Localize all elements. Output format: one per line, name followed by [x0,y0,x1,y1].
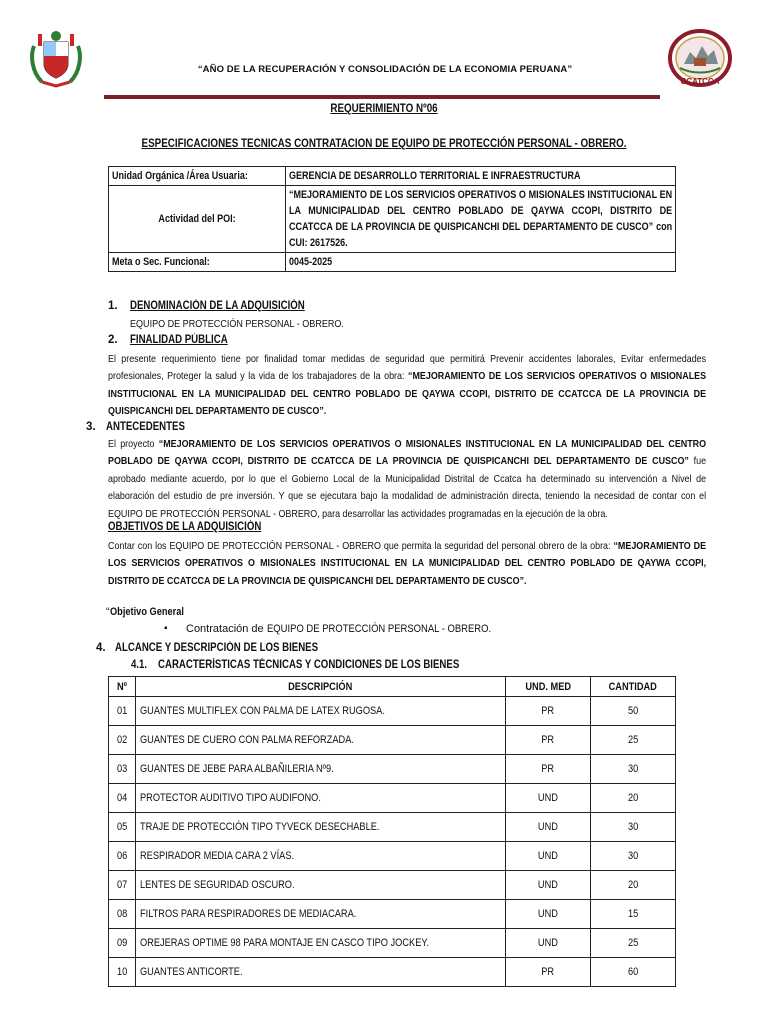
item-description: PROTECTOR AUDITIVO TIPO AUDIFONO. [140,792,321,804]
item-quantity: 20 [627,792,639,804]
bullet-icon: ▪ [164,623,168,634]
general-objective-line [106,606,198,618]
section-3-title: ANTECEDENTES [106,421,185,433]
item-quantity-cell [591,958,676,987]
section-4-1-number: 4.1. [131,659,148,671]
item-unit: PR [541,763,555,775]
header-divider [104,95,660,99]
objectives-text: Contar con los EQUIPO DE PROTECCIÓN PERSONAL - OBRERO que permita la seguridad del personal obrero de la obra: [108,541,614,552]
item-number-cell [109,697,136,726]
table-row [109,929,676,958]
col-unit-header: UND. MED [525,680,571,693]
item-number-cell [109,958,136,987]
col-number-header: Nº [116,680,128,693]
item-number-cell [109,900,136,929]
table-row [109,842,676,871]
item-number: 04 [116,792,128,804]
section-1-title: DENOMINACIÓN DE LA ADQUISICIÓN [130,300,305,312]
table-row [109,871,676,900]
objectives-project-name: “MEJORAMIENTO DE LOS SERVICIOS OPERATIVOS O MISIONALES INSTITUCIONAL EN LA MUNICIPALIDAD DEL CENTRO POBLADO DE QAYWA CCOPI, DISTRITO DE CCATCCA DE LA PROVINCIA DE QUISPICANCHI DEL DEPARTAMENTO DE CUSCO”. [108,541,707,587]
item-number: 02 [116,734,128,746]
table-row [109,958,676,987]
section-4-1-title: CARACTERÍSTICAS TÉCNICAS Y CONDICIONES DE LOS BIENES [158,659,460,671]
item-description: LENTES DE SEGURIDAD OSCURO. [140,879,295,891]
item-quantity: 30 [627,821,639,833]
section-2-text: El presente requerimiento tiene por finalidad tomar medidas de seguridad que permitirá Prevenir accidentes laborales, Evitar enfermedades profesionales, Proteger la salud y la vida de los trabajadores de la obra: [108,354,707,383]
section-3-number: 3. [86,421,96,433]
table-row [109,784,676,813]
item-number-cell [109,842,136,871]
general-objective-title: Objetivo General [109,606,184,618]
item-description-cell [136,726,506,755]
section-3-text-intro: El proyecto [108,439,159,450]
section-2-number: 2. [108,334,118,346]
item-unit-cell [506,813,591,842]
logo-text: CCATCCA [680,77,720,86]
municipality-logo [668,28,732,90]
item-number: 01 [116,705,128,717]
item-description: TRAJE DE PROTECCIÓN TIPO TYVECK DESECHABLE. [140,821,380,833]
item-number-cell [109,784,136,813]
item-quantity-cell [591,726,676,755]
items-table [108,676,676,987]
table-row [109,755,676,784]
item-number-cell [109,871,136,900]
unit-label: Unidad Orgánica /Área Usuaria: [112,170,248,182]
item-description-cell [136,900,506,929]
spec-title: ESPECIFICACIONES TECNICAS CONTRATACION DE EQUIPO DE PROTECCIÓN PERSONAL - OBRERO. [141,136,627,150]
table-row [109,900,676,929]
item-number: 06 [116,850,128,862]
header-title: “AÑO DE LA RECUPERACIÓN Y CONSOLIDACIÓN DE LA ECONOMIA PERUANA” [197,64,573,75]
item-quantity-cell [591,784,676,813]
item-number-cell [109,726,136,755]
item-unit-cell [506,726,591,755]
item-description-cell [136,755,506,784]
item-unit: PR [541,734,555,746]
meta-label: Meta o Sec. Funcional: [112,256,210,268]
item-quantity-cell [591,755,676,784]
objectives-title: OBJETIVOS DE LA ADQUISICIÓN [108,521,262,533]
general-objective-item-emphasis: EQUIPO DE PROTECCIÓN PERSONAL - OBRERO. [266,623,491,635]
item-description: GUANTES DE CUERO CON PALMA REFORZADA. [140,734,354,746]
section-3-project-name: “MEJORAMIENTO DE LOS SERVICIOS OPERATIVOS O MISIONALES INSTITUCIONAL EN LA MUNICIPALIDAD DEL CENTRO POBLADO DE QAYWA CCOPI, DISTRITO DE CCATCCA DE LA PROVINCIA DE QUISPICANCHI DEL DEPARTAMENTO DE CUSCO” [108,439,707,468]
item-quantity: 50 [627,705,639,717]
item-unit-cell [506,697,591,726]
item-quantity: 25 [627,937,639,949]
item-quantity: 20 [627,879,639,891]
item-quantity: 15 [627,908,639,920]
item-number: 09 [116,937,128,949]
poi-value: “MEJORAMIENTO DE LOS SERVICIOS OPERATIVOS O MISIONALES INSTITUCIONAL EN LA MUNICIPALIDAD DEL CENTRO POBLADO DE QAYWA CCOPI, DISTRITO DE CCATCCA DE LA PROVINCIA DE QUISPICANCHI DEL DEPARTAMENTO DE CUSCO” con CUI: 2617526. [289,189,673,249]
item-quantity-cell [591,929,676,958]
item-number: 07 [116,879,128,891]
meta-value: 0045-2025 [289,256,333,268]
item-unit-cell [506,958,591,987]
item-quantity: 30 [627,850,639,862]
item-unit: UND [537,821,559,833]
item-quantity: 25 [627,734,639,746]
item-unit-cell [506,871,591,900]
item-quantity: 60 [627,966,639,978]
item-number: 08 [116,908,128,920]
general-objective-item-text: Contratación de [186,623,267,635]
section-1-text: EQUIPO DE PROTECCIÓN PERSONAL - OBRERO. [130,318,344,330]
general-objective-quote: “ [106,606,110,618]
item-description-cell [136,784,506,813]
peru-coat-of-arms-icon [28,28,84,90]
section-3-text: fue aprobado mediante acuerdo, por lo que el Gobierno Local de la Municipalidad Distrital de Ccatca ha determinado su intervención a Nivel de elaboración del estudio de pre inversión. Y que se ejecutara bajo la modalidad de administración directa, teniendo la necesidad de contar con el EQUIPO DE PROTECCIÓN PERSONAL - OBRERO, para desarrollar las actividades programadas en la ejecución de la obra. [108,456,707,520]
requirement-title: REQUERIMIENTO Nº06 [330,101,438,115]
item-description: OREJERAS OPTIME 98 PARA MONTAJE EN CASCO TIPO JOCKEY. [140,937,429,949]
item-number: 10 [116,966,128,978]
unit-value: GERENCIA DE DESARROLLO TERRITORIAL E INFRAESTRUCTURA [289,170,581,182]
col-quantity-header: CANTIDAD [608,680,658,693]
table-row [109,726,676,755]
item-number-cell [109,929,136,958]
item-quantity-cell [591,842,676,871]
poi-label: Actividad del POI: [158,213,236,225]
item-description: GUANTES DE JEBE PARA ALBAÑILERIA Nº9. [140,763,334,775]
item-quantity-cell [591,900,676,929]
item-description-cell [136,697,506,726]
item-description: GUANTES MULTIFLEX CON PALMA DE LATEX RUGOSA. [140,705,385,717]
table-row [109,697,676,726]
objectives-paragraph [108,538,706,590]
items-table-header [109,677,676,697]
section-4-title: ALCANCE Y DESCRIPCIÓN DE LOS BIENES [115,642,319,654]
item-description: RESPIRADOR MEDIA CARA 2 VÍAS. [140,850,295,862]
item-description: GUANTES ANTICORTE. [140,966,243,978]
item-unit-cell [506,900,591,929]
item-description-cell [136,842,506,871]
section-1-number: 1. [108,300,118,312]
section-2-title: FINALIDAD PÚBLICA [130,334,228,346]
item-unit-cell [506,755,591,784]
general-objective-item [186,623,527,635]
item-quantity-cell [591,697,676,726]
item-description-cell [136,958,506,987]
item-quantity-cell [591,871,676,900]
item-description-cell [136,813,506,842]
item-unit-cell [506,929,591,958]
item-unit: PR [541,705,555,717]
section-4-number: 4. [96,642,106,654]
item-number: 05 [116,821,128,833]
item-description-cell [136,871,506,900]
table-row [109,813,676,842]
item-quantity-cell [591,813,676,842]
item-unit: UND [537,850,559,862]
section-3-paragraph [108,436,706,523]
item-unit: UND [537,792,559,804]
item-unit: UND [537,908,559,920]
section-2-paragraph [108,351,706,421]
item-unit-cell [506,842,591,871]
item-description-cell [136,929,506,958]
item-quantity: 30 [627,763,639,775]
item-unit-cell [506,784,591,813]
item-number: 03 [116,763,128,775]
info-table [108,166,676,272]
col-description-header: DESCRIPCIÓN [288,680,353,693]
item-number-cell [109,813,136,842]
item-description: FILTROS PARA RESPIRADORES DE MEDIACARA. [140,908,357,920]
item-number-cell [109,755,136,784]
item-unit: UND [537,937,559,949]
item-unit: PR [541,966,555,978]
item-unit: UND [537,879,559,891]
section-2-project-name: “MEJORAMIENTO DE LOS SERVICIOS OPERATIVOS O MISIONALES INSTITUCIONAL EN LA MUNICIPALIDAD DEL CENTRO POBLADO DE QAYWA CCOPI, DISTRITO DE CCATCCA DE LA PROVINCIA DE QUISPICANCHI DEL DEPARTAMENTO DE CUSCO”. [108,371,707,418]
